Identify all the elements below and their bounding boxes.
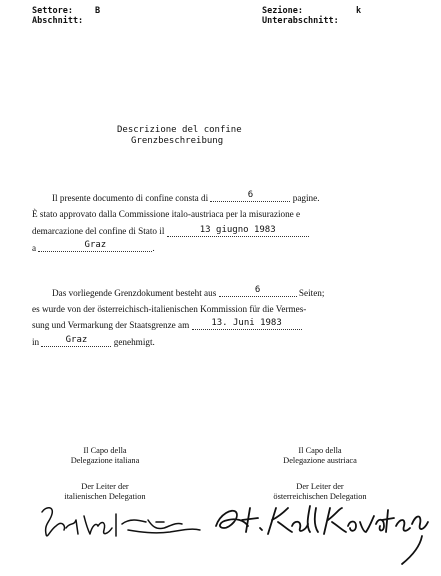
german-line-3 <box>32 320 302 333</box>
italian-line-3 <box>32 226 309 239</box>
italian-line-4-suffix: . <box>152 243 155 253</box>
right-title-line-1: Il Capo della <box>298 446 342 455</box>
right-de-line-1: Der Leiter der <box>296 482 344 491</box>
italian-line-1-suffix: pagine. <box>292 193 320 203</box>
german-line-3-text: sung und Vermarkung der Staatsgrenze am <box>32 320 190 330</box>
german-place-value: Graz <box>41 335 111 347</box>
german-line-4 <box>32 337 155 350</box>
german-line-1-text: Das vorliegende Grenzdokument besteht aus <box>52 288 217 298</box>
german-line-1-suffix: Seiten; <box>298 288 325 298</box>
left-signatory-title <box>40 446 170 466</box>
settore-value: B <box>95 6 101 16</box>
italian-delegation-signature <box>36 500 206 545</box>
settore-label: Settore: <box>32 6 73 16</box>
left-title-line-1: Il Capo della <box>83 446 127 455</box>
german-line-1 <box>52 285 325 301</box>
italian-line-1 <box>52 190 320 206</box>
italian-line-4 <box>32 240 155 256</box>
german-line-2: es wurde von der österreichisch-italienischen Kommission für die Vermes- <box>32 304 307 314</box>
italian-line-3-text: demarcazione del confine di Stato il <box>32 226 165 236</box>
german-date-value: 13. Juni 1983 <box>192 318 302 330</box>
sezione-value: k <box>356 6 362 16</box>
right-de-line-2: österreichischen Delegation <box>273 492 367 501</box>
right-title-line-2: Delegazione austriaca <box>283 456 357 465</box>
german-pages-value: 6 <box>219 285 297 297</box>
left-signatory-title-de <box>40 482 170 502</box>
italian-place-value: Graz <box>38 240 152 252</box>
title-italian: Descrizione del confine <box>117 125 242 135</box>
left-title-line-2: Delegazione italiana <box>70 456 140 465</box>
german-line-4-text: in <box>32 337 40 347</box>
left-de-line-2: italienischen Delegation <box>64 492 146 501</box>
german-line-4-suffix: genehmigt. <box>113 337 155 347</box>
sezione-label: Sezione: <box>262 6 303 16</box>
italian-line-1-text: Il presente documento di confine consta di <box>52 193 209 203</box>
italian-pages-value: 6 <box>210 190 290 202</box>
italian-line-2: È stato approvato dalla Commissione italo-austriaca per la misurazione e <box>32 209 301 219</box>
unterabschnitt-label: Unterabschnitt: <box>262 16 339 26</box>
austrian-delegation-signature <box>206 498 438 572</box>
italian-line-4-text: a <box>32 243 37 253</box>
right-signatory-title <box>250 446 390 466</box>
italian-date-value: 13 giugno 1983 <box>167 225 309 237</box>
title-german: Grenzbeschreibung <box>131 136 224 146</box>
abschnitt-label: Abschnitt: <box>32 16 84 26</box>
left-de-line-1: Der Leiter der <box>81 482 129 491</box>
